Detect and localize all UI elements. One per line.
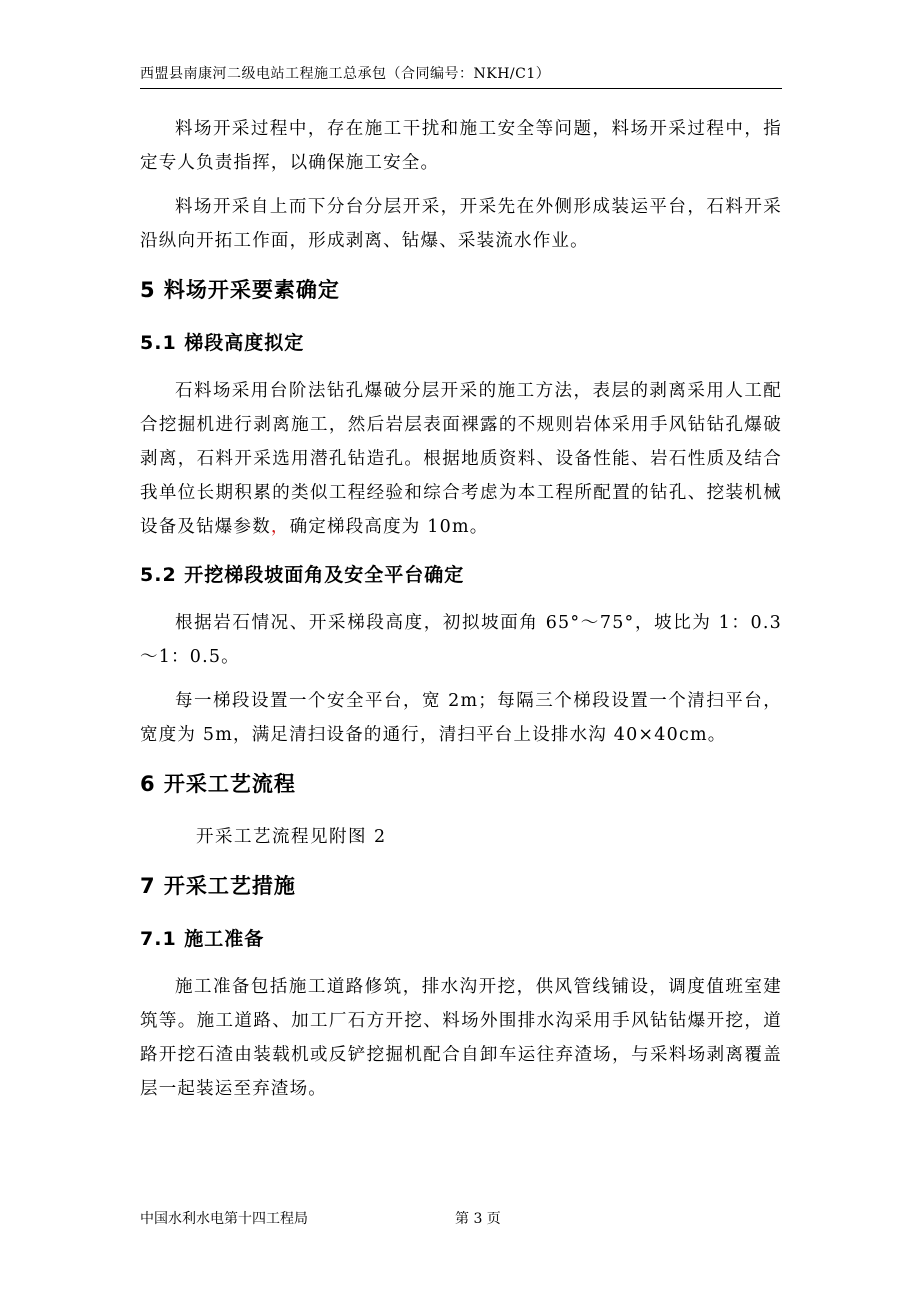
paragraph-text: 确定梯段高度为 10m。 bbox=[289, 517, 489, 537]
paragraph: 料场开采自上而下分台分层开采，开采先在外侧形成装运平台，石料开采沿纵向开拓工作面，形成剥离、钻爆、采装流水作业。 bbox=[140, 197, 782, 251]
page-number: 第 3 页 bbox=[455, 1211, 501, 1227]
section-heading-6: 6 开采工艺流程 bbox=[140, 772, 296, 796]
footer-organization: 中国水利水电第十四工程局 bbox=[140, 1211, 308, 1227]
subsection-heading-5-2: 5.2 开挖梯段坡面角及安全平台确定 bbox=[140, 564, 465, 586]
subsection-heading-7-1: 7.1 施工准备 bbox=[140, 928, 265, 950]
paragraph: 每一梯段设置一个安全平台，宽 2m；每隔三个梯段设置一个清扫平台，宽度为 5m，满足清扫设备的通行，清扫平台上设排水沟 40×40cm。 bbox=[140, 691, 782, 745]
paragraph bbox=[140, 374, 782, 544]
subsection-heading-5-1: 5.1 梯段高度拟定 bbox=[140, 332, 305, 354]
paragraph: 施工准备包括施工道路修筑，排水沟开挖，供风管线铺设，调度值班室建筑等。施工道路、加工厂石方开挖、料场外围排水沟采用手风钻钻爆开挖，道路开挖石渣由装载机或反铲挖掘机配合自卸车运往弃渣场，与采料场剥离覆盖层一起装运至弃渣场。 bbox=[140, 977, 782, 1099]
figure-reference: 开采工艺流程见附图 2 bbox=[196, 827, 387, 847]
section-heading-5: 5 料场开采要素确定 bbox=[140, 278, 340, 302]
paragraph: 料场开采过程中，存在施工干扰和施工安全等问题，料场开采过程中，指定专人负责指挥，以确保施工安全。 bbox=[140, 119, 782, 173]
section-heading-7: 7 开采工艺措施 bbox=[140, 874, 296, 898]
page-header: 西盟县南康河二级电站工程施工总承包（合同编号：NKH/C1） bbox=[140, 63, 782, 89]
paragraph-text: 石料场采用台阶法钻孔爆破分层开采的施工方法，表层的剥离采用人工配合挖掘机进行剥离施工，然后岩层表面裸露的不规则岩体采用手风钻钻孔爆破剥离，石料开采选用潜孔钻造孔。根据地质资料、设备性能、岩石性质及结合我单位长期积累的类似工程经验和综合考虑为本工程所配置的钻孔、挖装机械设备及钻爆参数 bbox=[140, 381, 782, 537]
document-body bbox=[140, 112, 782, 1106]
paragraph: 根据岩石情况、开采梯段高度，初拟坡面角 65°～75°，坡比为 1：0.3～1：0.5。 bbox=[140, 613, 782, 667]
red-comma: ， bbox=[270, 517, 290, 537]
